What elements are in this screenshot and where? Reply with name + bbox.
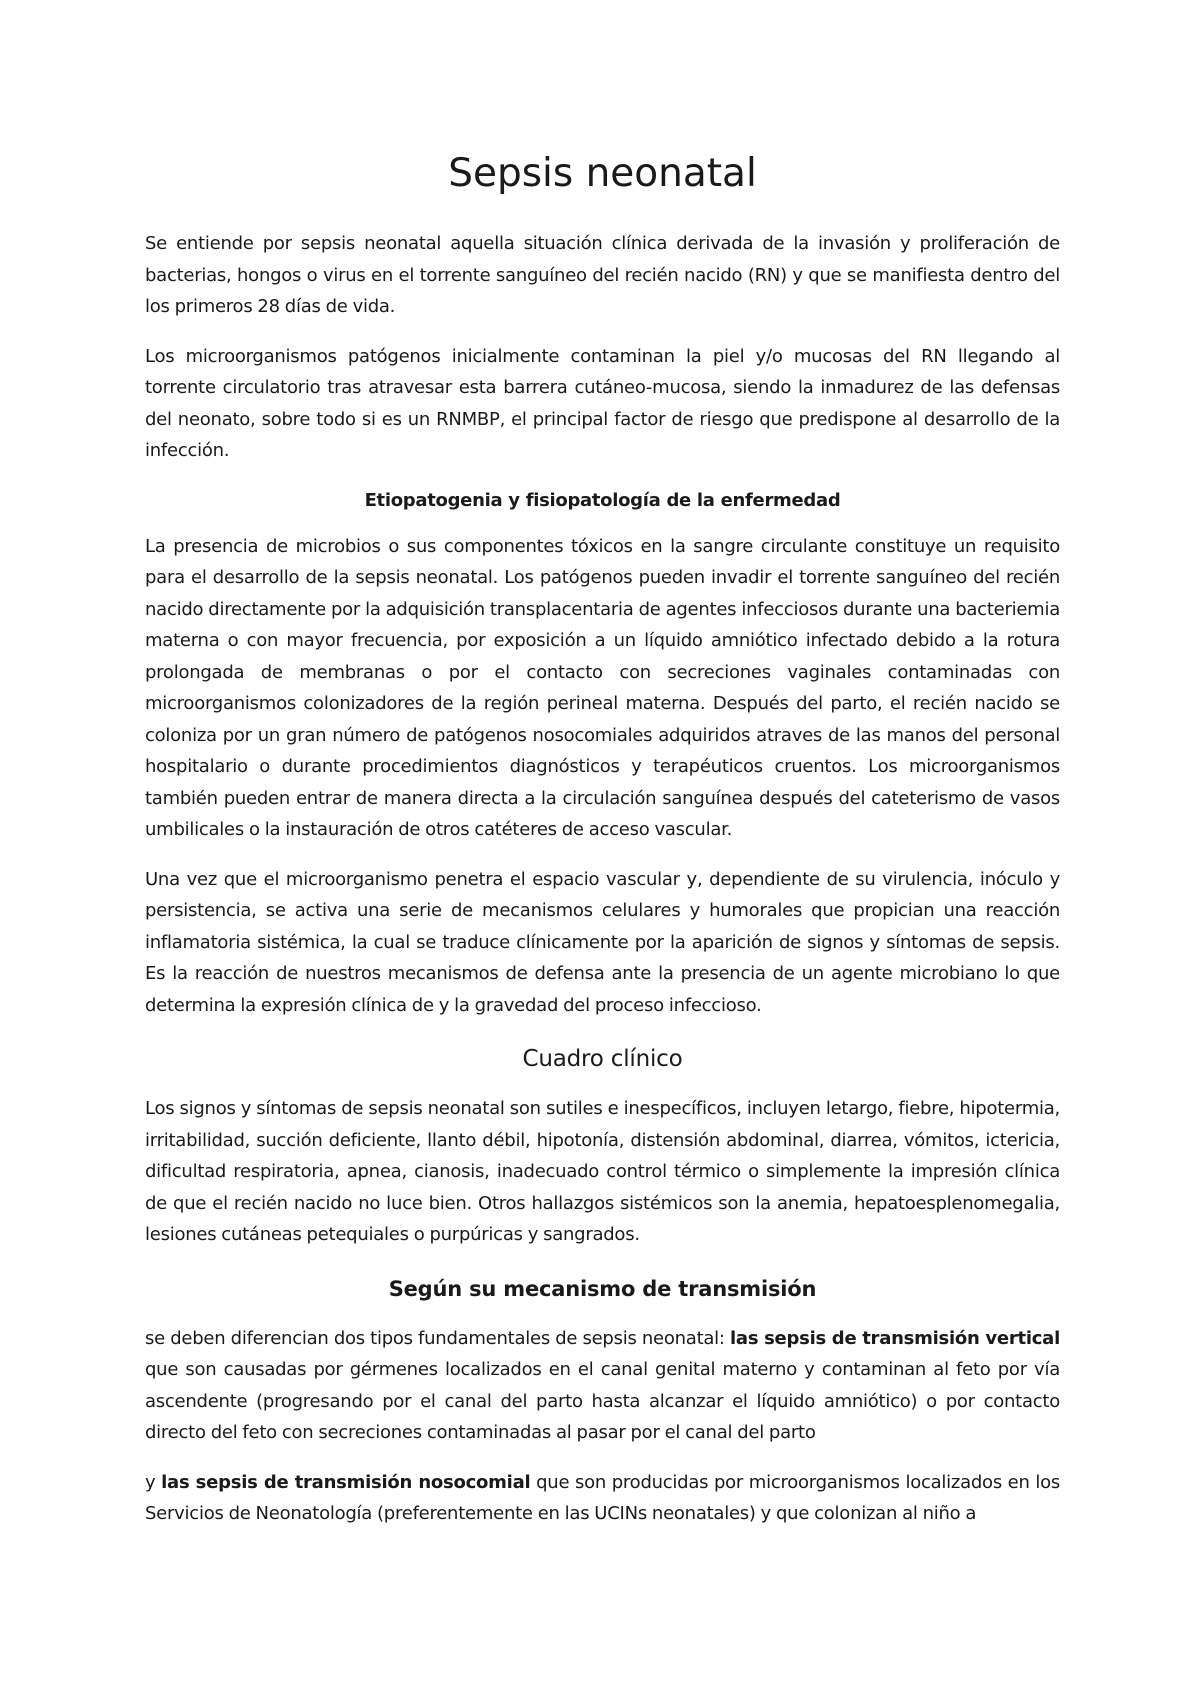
text-run: y xyxy=(145,1471,162,1493)
paragraph-intro-definition: Se entiende por sepsis neonatal aquella situación clínica derivada de la invasión y proliferación de bacterias, hongos o virus en el torrente sanguíneo del recién nacido (RN) y que se manifiesta dentro del los primeros 28 días de vida. xyxy=(145,233,1060,317)
paragraph-transmision-vertical xyxy=(145,1323,1060,1449)
text-run: se deben diferencian dos tipos fundamentales de sepsis neonatal: xyxy=(145,1327,730,1349)
document-title: Sepsis neonatal xyxy=(448,151,757,196)
text-run: que son producidas por microorganismos localizados en los Servicios de Neonatología (preferentemente en las UCINs neonatales) y que colonizan al niño a xyxy=(145,1471,1061,1524)
paragraph-cuadro-clinico-signs: Los signos y síntomas de sepsis neonatal son sutiles e inespecíficos, incluyen letargo, fiebre, hipotermia, irritabilidad, succión deficiente, llanto débil, hipotonía, distensión abdominal, diarrea, vómitos, ictericia, dificultad respiratoria, apnea, cianosis, inadecuado control térmico o simplemente la impresión clínica de que el recién nacido no luce bien. Otros hallazgos sistémicos son la anemia, hepatoesplenomegalia, lesiones cutáneas petequiales o purpúricas y sangrados. xyxy=(145,1098,1060,1245)
text-run: que son causadas por gérmenes localizados en el canal genital materno y contaminan al feto por vía ascendente (progresando por el canal del parto hasta alcanzar el líquido amniótico) o por contacto directo del feto con secreciones contaminadas al pasar por el canal del parto xyxy=(145,1359,1060,1443)
emphasis-vertical-transmission: las sepsis de transmisión vertical xyxy=(730,1327,1060,1349)
paragraph-transmision-nosocomial xyxy=(145,1467,1060,1530)
heading-transmision: Según su mecanismo de transmisión xyxy=(388,1276,817,1301)
paragraph-etiopatogenia-reaction: Una vez que el microorganismo penetra el espacio vascular y, dependiente de su virulencia, inóculo y persistencia, se activa una serie de mecanismos celulares y humorales que propician una reacción inflamatoria sistémica, la cual se traduce clínicamente por la aparición de signos y síntomas de sepsis. Es la reacción de nuestros mecanismos de defensa ante la presencia de un agente microbiano lo que determina la expresión clínica de y la gravedad del proceso infeccioso. xyxy=(145,868,1060,1016)
heading-cuadro-clinico: Cuadro clínico xyxy=(522,1046,683,1072)
paragraph-intro-microorganisms: Los microorganismos patógenos inicialmente contaminan la piel y/o mucosas del RN llegando al torrente circulatorio tras atravesar esta barrera cutáneo-mucosa, siendo la inmadurez de las defensas del neonato, sobre todo si es un RNMBP, el principal factor de riesgo que predispone al desarrollo de la infección. xyxy=(145,345,1060,461)
paragraph-etiopatogenia-presence: La presencia de microbios o sus componentes tóxicos en la sangre circulante constituye un requisito para el desarrollo de la sepsis neonatal. Los patógenos pueden invadir el torrente sanguíneo del recién nacido directamente por la adquisición transplacentaria de agentes infecciosos durante una bacteriemia materna o con mayor frecuencia, por exposición a un líquido amniótico infectado debido a la rotura prolongada de membranas o por el contacto con secreciones vaginales contaminadas con microorganismos colonizadores de la región perineal materna. Después del parto, el recién nacido se coloniza por un gran número de patógenos nosocomiales adquiridos atraves de las manos del personal hospitalario o durante procedimientos diagnósticos y terapéuticos cruentos. Los microorganismos también pueden entrar de manera directa a la circulación sanguínea después del cateterismo de vasos umbilicales o la instauración de otros catéteres de acceso vascular. xyxy=(145,535,1060,840)
heading-etiopatogenia: Etiopatogenia y fisiopatología de la enfermedad xyxy=(364,489,841,511)
emphasis-nosocomial-transmission: las sepsis de transmisión nosocomial xyxy=(161,1471,531,1493)
document-body xyxy=(145,228,1060,1548)
